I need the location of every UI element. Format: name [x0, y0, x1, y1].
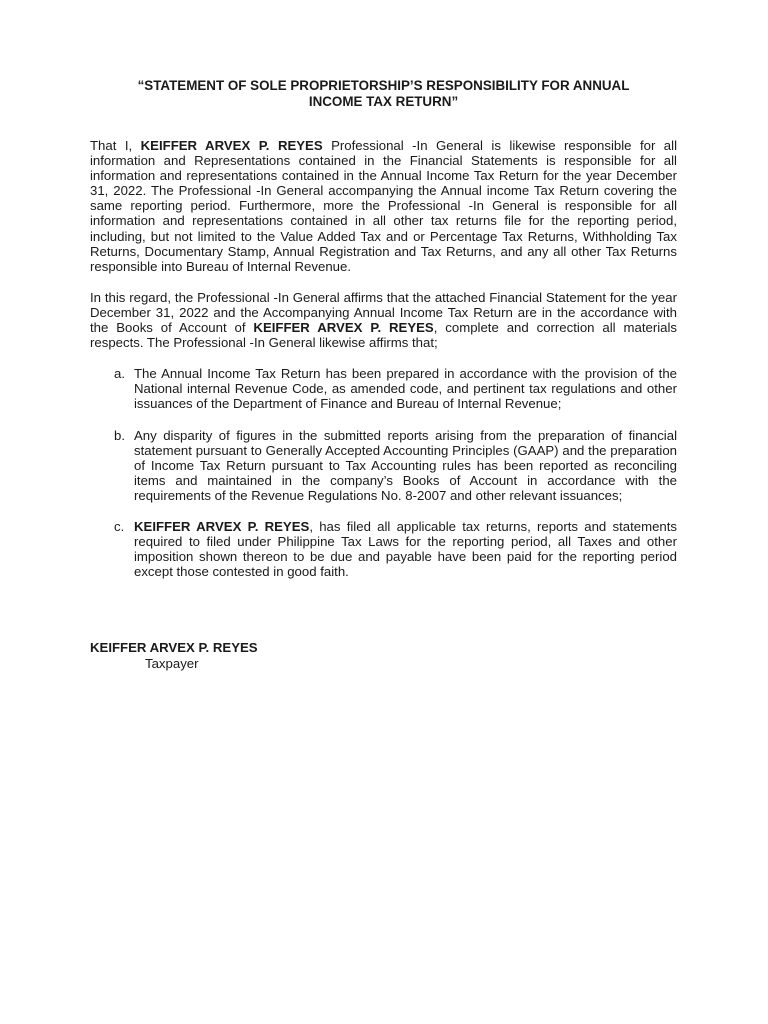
list-item-text: The Annual Income Tax Return has been prepared in accordance with the provision of the National internal Revenue Code, as amended code, and pertinent tax regulations and other issuances of the Department of Finance and Bureau of Internal Revenue; [134, 366, 677, 412]
signature-role: Taxpayer [145, 655, 199, 671]
paragraph2-after: , complete and correction all materials respects. The Professional -In General likewise affirms that; [90, 320, 677, 351]
list-item-text: , has filed all applicable tax returns, reports and statements required to filed under Philippine Tax Laws for the reporting period, all Taxes and other imposition shown thereon to be due and payable have been paid for the reporting period except those contested in good faith. [134, 518, 678, 580]
paragraph1-prefix: That I, [90, 138, 141, 153]
paragraph-affirmation [90, 290, 677, 350]
list-item-b [90, 428, 677, 503]
list-item-a [90, 366, 677, 411]
taxpayer-name: KEIFFER ARVEX P. REYES [253, 320, 434, 336]
paragraph2-before: In this regard, the Professional -In General affirms that the attached Financial Statement for the year December 31, 2022 and the Accompanying Annual Income Tax Return are in the accordance with the Books of Account of [90, 289, 677, 336]
document-page [90, 78, 677, 671]
list-marker: b. [114, 427, 125, 443]
taxpayer-name: KEIFFER ARVEX P. REYES [134, 518, 310, 534]
title-line-1: “STATEMENT OF SOLE PROPRIETORSHIP’S RESPONSIBILITY FOR ANNUAL [137, 78, 630, 93]
title-line-2: INCOME TAX RETURN” [308, 93, 459, 109]
paragraph-responsibility [90, 138, 677, 274]
list-item-text: Any disparity of figures in the submitted reports arising from the preparation of financial statement pursuant to Generally Accepted Accounting Principles (GAAP) and the preparation of Income Tax Return pursuant to Tax Accounting rules has been reported as reconciling items and maintained in the company’s Books of Account in accordance with the requirements of the Revenue Regulations No. 8-2007 and other relevant issuances; [134, 427, 677, 503]
signature-block [90, 640, 677, 671]
list-marker: c. [114, 518, 125, 534]
document-title [90, 78, 677, 109]
list-item-text-wrapper [134, 519, 677, 579]
affirmation-list [90, 366, 677, 579]
taxpayer-name: KEIFFER ARVEX P. REYES [140, 138, 323, 153]
list-marker: a. [114, 366, 125, 382]
signature-name: KEIFFER ARVEX P. REYES [90, 640, 258, 656]
paragraph1-body: Professional -In General is likewise responsible for all information and Representations contained in the Financial Statements is responsible for all information and representations contained in the Annual Income Tax Return for the year December 31, 2022. The Professional -In General accompanying the Annual income Tax Return covering the same reporting period. Furthermore, more the Professional -In General is responsible for all information and representations contained in all other tax returns file for the reporting period, including, but not limited to the Value Added Tax and or Percentage Tax Returns, Withholding Tax Returns, Documentary Stamp, Annual Registration and Tax Returns, and any all other Tax Returns responsible into Bureau of Internal Revenue. [90, 138, 677, 274]
list-item-c [90, 519, 677, 579]
